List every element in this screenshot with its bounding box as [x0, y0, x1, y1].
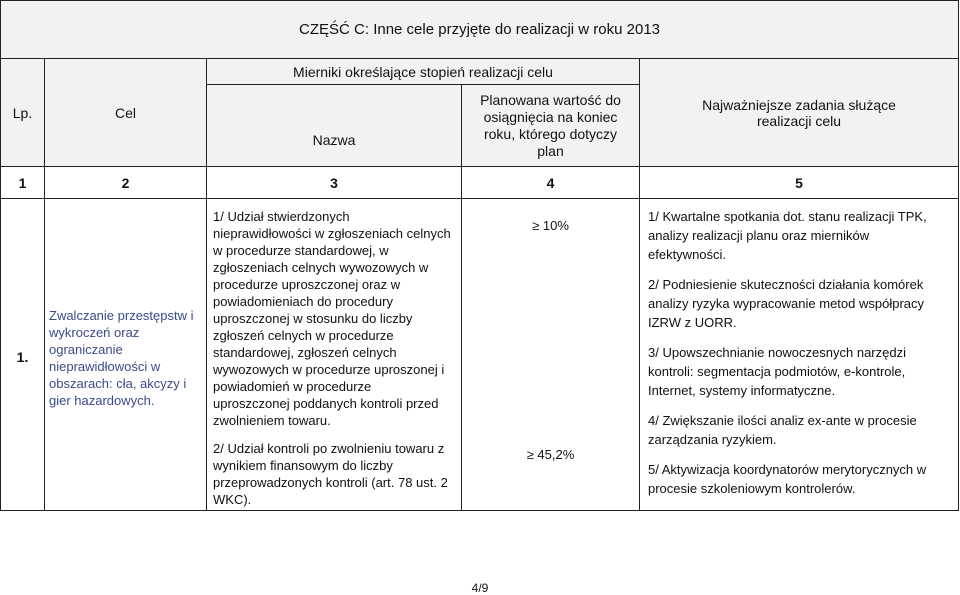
header-zadania	[640, 59, 959, 167]
col-number-5: 5	[640, 167, 959, 199]
task-4: 4/ Zwiększanie ilości analiz ex-ante w procesie zarządzania ryzykiem.	[648, 412, 917, 447]
col-number-3: 3	[207, 167, 462, 199]
col-number-4: 4	[462, 167, 640, 199]
header-nazwa: Nazwa	[207, 85, 462, 167]
row-targets	[462, 199, 640, 511]
row-lp	[1, 199, 45, 511]
page-number: 4/9	[471, 581, 489, 595]
header-mierniki: Mierniki określające stopień realizacji celu	[207, 59, 640, 85]
measure-1: 1/ Udział stwierdzonych nieprawidłowości w zgłoszeniach celnych w procedurze standardowej, w zgłoszeniach celnych wywozowych w procedurze uproszczonej oraz w powiadomieniach do procedury uproszczonej w stosunku do liczby zgłoszeń celnych w procedurze standardowej, zgłoszeń celnych wywozowych w procedurze uproszonej i powiadomień w procedurze uproszczonej poddanych kontroli przed zwolnieniem towaru.	[213, 208, 451, 428]
task-1-text: 1/ Kwartalne spotkania dot. stanu realizacji TPK, analizy realizacji planu oraz mierników efektywności.	[648, 208, 927, 262]
header-lp: Lp.	[1, 59, 45, 167]
header-zadania-text: Najważniejsze zadania służące realizacji celu	[702, 96, 896, 129]
task-1	[648, 207, 950, 264]
row-cel-text: Zwalczanie przestępstw i wykroczeń oraz ograniczanie nieprawidłowości w obszarach: cła, akcyzy i gier hazardowych.	[49, 307, 194, 408]
target-2: ≥ 45,2%	[526, 447, 575, 462]
row-lp-text: 1.	[16, 349, 29, 365]
task-2: 2/ Podniesienie skuteczności działania komórek analizy ryzyka wypracowanie metod współpracy IZRW z UORR.	[648, 276, 925, 330]
measure-2: 2/ Udział kontroli po zwolnieniu towaru z wynikiem finansowym do liczby przeprowadzonych kontroli (art. 78 ust. 2 WKC).	[213, 440, 448, 507]
section-title: CZĘŚĆ C: Inne cele przyjęte do realizacji w roku 2013	[1, 1, 959, 59]
task-5: 5/ Aktywizacja koordynatorów merytorycznych w procesie szkoleniowym kontrolerów.	[648, 461, 927, 496]
header-planowana	[462, 85, 640, 167]
row-measures	[207, 199, 462, 511]
header-cel: Cel	[45, 59, 207, 167]
col-number-2: 2	[45, 167, 207, 199]
target-1: ≥ 10%	[532, 218, 569, 233]
header-planowana-text: Planowana wartość do osiągnięcia na koniec roku, którego dotyczy plan	[480, 91, 621, 159]
row-cel	[45, 199, 207, 511]
task-3: 3/ Upowszechnianie nowoczesnych narzędzi kontroli: segmentacja podmiotów, e-kontrole, Internet, systemy informatyczne.	[648, 344, 906, 398]
col-number-1: 1	[1, 167, 45, 199]
row-tasks	[640, 199, 959, 511]
